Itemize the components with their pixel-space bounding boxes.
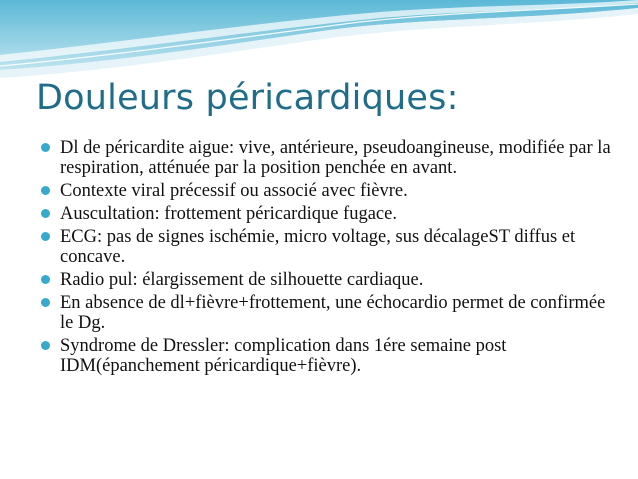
bullet-dot-icon [41,186,50,195]
bullet-dot-icon [41,209,50,218]
bullet-item [40,138,615,178]
header-wave-decoration [0,0,638,80]
bullet-item [40,227,615,267]
bullet-item [40,293,615,333]
bullet-dot-icon [41,275,50,284]
bullet-dot-icon [41,341,50,350]
bullet-item [40,181,615,201]
bullet-text: Syndrome de Dressler: complication dans 1ére semaine post IDM(épanchement péricardique+fièvre). [60,336,507,376]
bullet-text: Radio pul: élargissement de silhouette cardiaque. [60,270,424,290]
bullet-text: En absence de dl+fièvre+frottement, une échocardio permet de confirmée le Dg. [60,293,606,333]
bullet-dot-icon [41,232,50,241]
bullet-text: Contexte viral précessif ou associé avec fièvre. [60,181,408,201]
slide-title: Douleurs péricardiques: [36,78,459,118]
bullet-item [40,336,615,376]
bullet-text: ECG: pas de signes ischémie, micro voltage, sus décalageST diffus et concave. [60,227,576,267]
bullet-text: Auscultation: frottement péricardique fugace. [60,204,397,224]
bullet-text: Dl de péricardite aigue: vive, antérieure, pseudoangineuse, modifiée par la respiration, atténuée par la position penchée en avant. [60,138,611,178]
bullet-item [40,270,615,290]
bullet-dot-icon [41,298,50,307]
bullet-item [40,204,615,224]
bullet-list [40,138,615,379]
bullet-dot-icon [41,143,50,152]
